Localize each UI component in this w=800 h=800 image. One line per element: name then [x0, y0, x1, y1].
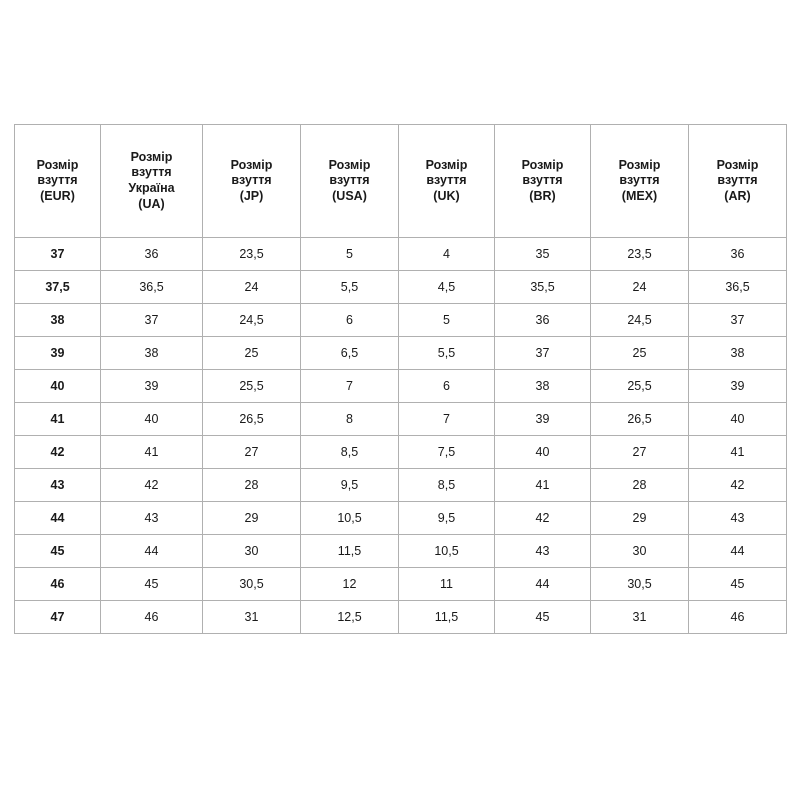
cell-ar: 44 — [689, 535, 787, 568]
cell-jp: 25,5 — [203, 370, 301, 403]
cell-jp: 27 — [203, 436, 301, 469]
cell-uk: 7 — [399, 403, 495, 436]
cell-br: 37 — [495, 337, 591, 370]
cell-ar: 42 — [689, 469, 787, 502]
table-body — [15, 238, 787, 634]
cell-uk: 11 — [399, 568, 495, 601]
cell-ua: 44 — [101, 535, 203, 568]
cell-br: 35 — [495, 238, 591, 271]
cell-ua: 40 — [101, 403, 203, 436]
header-line: Розмір — [328, 157, 371, 172]
cell-mex: 27 — [591, 436, 689, 469]
cell-usa: 10,5 — [301, 502, 399, 535]
cell-br: 36 — [495, 304, 591, 337]
cell-br: 42 — [495, 502, 591, 535]
column-header-eur — [15, 125, 101, 238]
size-chart-container — [14, 124, 786, 634]
cell-mex: 24 — [591, 271, 689, 304]
cell-uk: 8,5 — [399, 469, 495, 502]
cell-jp: 30,5 — [203, 568, 301, 601]
cell-usa: 5,5 — [301, 271, 399, 304]
cell-br: 41 — [495, 469, 591, 502]
cell-ua: 42 — [101, 469, 203, 502]
table-row — [15, 403, 787, 436]
table-row — [15, 370, 787, 403]
shoe-size-conversion-table — [14, 124, 787, 634]
cell-br: 40 — [495, 436, 591, 469]
cell-usa: 5 — [301, 238, 399, 271]
header-line: взуття — [329, 173, 370, 188]
cell-eur: 45 — [15, 535, 101, 568]
cell-ua: 46 — [101, 601, 203, 634]
cell-eur: 41 — [15, 403, 101, 436]
cell-eur: 37,5 — [15, 271, 101, 304]
cell-usa: 6,5 — [301, 337, 399, 370]
header-line: (JP) — [239, 188, 264, 203]
cell-ar: 45 — [689, 568, 787, 601]
cell-jp: 31 — [203, 601, 301, 634]
cell-eur: 47 — [15, 601, 101, 634]
cell-uk: 5,5 — [399, 337, 495, 370]
table-row — [15, 304, 787, 337]
table-header — [15, 125, 787, 238]
cell-ua: 39 — [101, 370, 203, 403]
column-header-jp — [203, 125, 301, 238]
cell-jp: 28 — [203, 469, 301, 502]
cell-jp: 23,5 — [203, 238, 301, 271]
cell-ua: 36 — [101, 238, 203, 271]
cell-uk: 4 — [399, 238, 495, 271]
cell-mex: 31 — [591, 601, 689, 634]
table-row — [15, 469, 787, 502]
header-line: взуття — [619, 173, 660, 188]
table-row — [15, 502, 787, 535]
header-line: (EUR) — [40, 188, 75, 203]
cell-mex: 25 — [591, 337, 689, 370]
cell-usa: 12,5 — [301, 601, 399, 634]
cell-mex: 23,5 — [591, 238, 689, 271]
cell-uk: 11,5 — [399, 601, 495, 634]
header-line: Розмір — [521, 157, 564, 172]
cell-ar: 40 — [689, 403, 787, 436]
cell-br: 39 — [495, 403, 591, 436]
header-line: Розмір — [36, 157, 79, 172]
cell-jp: 24 — [203, 271, 301, 304]
cell-usa: 8,5 — [301, 436, 399, 469]
cell-jp: 25 — [203, 337, 301, 370]
header-line: Розмір — [618, 157, 661, 172]
cell-ua: 41 — [101, 436, 203, 469]
cell-eur: 40 — [15, 370, 101, 403]
cell-mex: 30,5 — [591, 568, 689, 601]
cell-mex: 26,5 — [591, 403, 689, 436]
column-header-uk — [399, 125, 495, 238]
table-row — [15, 568, 787, 601]
table-row — [15, 535, 787, 568]
header-line: (UA) — [138, 196, 165, 211]
cell-jp: 26,5 — [203, 403, 301, 436]
table-row — [15, 337, 787, 370]
column-header-ar — [689, 125, 787, 238]
cell-mex: 28 — [591, 469, 689, 502]
cell-eur: 44 — [15, 502, 101, 535]
header-line: (MEX) — [621, 188, 658, 203]
table-row — [15, 238, 787, 271]
cell-br: 44 — [495, 568, 591, 601]
cell-jp: 24,5 — [203, 304, 301, 337]
cell-uk: 4,5 — [399, 271, 495, 304]
header-line: взуття — [231, 173, 272, 188]
table-row — [15, 601, 787, 634]
cell-ar: 41 — [689, 436, 787, 469]
cell-br: 45 — [495, 601, 591, 634]
cell-eur: 39 — [15, 337, 101, 370]
header-line: Розмір — [230, 157, 273, 172]
column-header-mex — [591, 125, 689, 238]
header-line: взуття — [131, 165, 172, 180]
header-line: Розмір — [425, 157, 468, 172]
cell-ua: 36,5 — [101, 271, 203, 304]
cell-ar: 36 — [689, 238, 787, 271]
header-line: Україна — [128, 181, 175, 195]
cell-mex: 30 — [591, 535, 689, 568]
cell-jp: 30 — [203, 535, 301, 568]
table-row — [15, 436, 787, 469]
cell-uk: 7,5 — [399, 436, 495, 469]
cell-br: 35,5 — [495, 271, 591, 304]
cell-ar: 37 — [689, 304, 787, 337]
cell-ar: 36,5 — [689, 271, 787, 304]
cell-ua: 43 — [101, 502, 203, 535]
cell-ar: 46 — [689, 601, 787, 634]
column-header-ua — [101, 125, 203, 238]
header-line: взуття — [426, 173, 467, 188]
cell-eur: 42 — [15, 436, 101, 469]
cell-mex: 25,5 — [591, 370, 689, 403]
cell-usa: 12 — [301, 568, 399, 601]
cell-uk: 5 — [399, 304, 495, 337]
table-row — [15, 271, 787, 304]
header-line: (BR) — [529, 188, 556, 203]
header-line: (USA) — [332, 188, 367, 203]
cell-usa: 6 — [301, 304, 399, 337]
cell-br: 43 — [495, 535, 591, 568]
column-header-br — [495, 125, 591, 238]
cell-mex: 24,5 — [591, 304, 689, 337]
cell-ar: 38 — [689, 337, 787, 370]
cell-eur: 37 — [15, 238, 101, 271]
header-line: (AR) — [724, 188, 751, 203]
cell-eur: 43 — [15, 469, 101, 502]
cell-br: 38 — [495, 370, 591, 403]
cell-ua: 45 — [101, 568, 203, 601]
header-line: (UK) — [433, 188, 460, 203]
cell-jp: 29 — [203, 502, 301, 535]
cell-ua: 37 — [101, 304, 203, 337]
header-row — [15, 125, 787, 238]
cell-usa: 8 — [301, 403, 399, 436]
cell-usa: 11,5 — [301, 535, 399, 568]
cell-uk: 6 — [399, 370, 495, 403]
cell-eur: 46 — [15, 568, 101, 601]
header-line: Розмір — [130, 149, 173, 164]
cell-ar: 39 — [689, 370, 787, 403]
cell-eur: 38 — [15, 304, 101, 337]
cell-uk: 10,5 — [399, 535, 495, 568]
cell-mex: 29 — [591, 502, 689, 535]
header-line: Розмір — [716, 157, 759, 172]
cell-usa: 9,5 — [301, 469, 399, 502]
cell-ua: 38 — [101, 337, 203, 370]
header-line: взуття — [37, 173, 78, 188]
cell-uk: 9,5 — [399, 502, 495, 535]
header-line: взуття — [522, 173, 563, 188]
cell-ar: 43 — [689, 502, 787, 535]
header-line: взуття — [717, 173, 758, 188]
cell-usa: 7 — [301, 370, 399, 403]
column-header-usa — [301, 125, 399, 238]
